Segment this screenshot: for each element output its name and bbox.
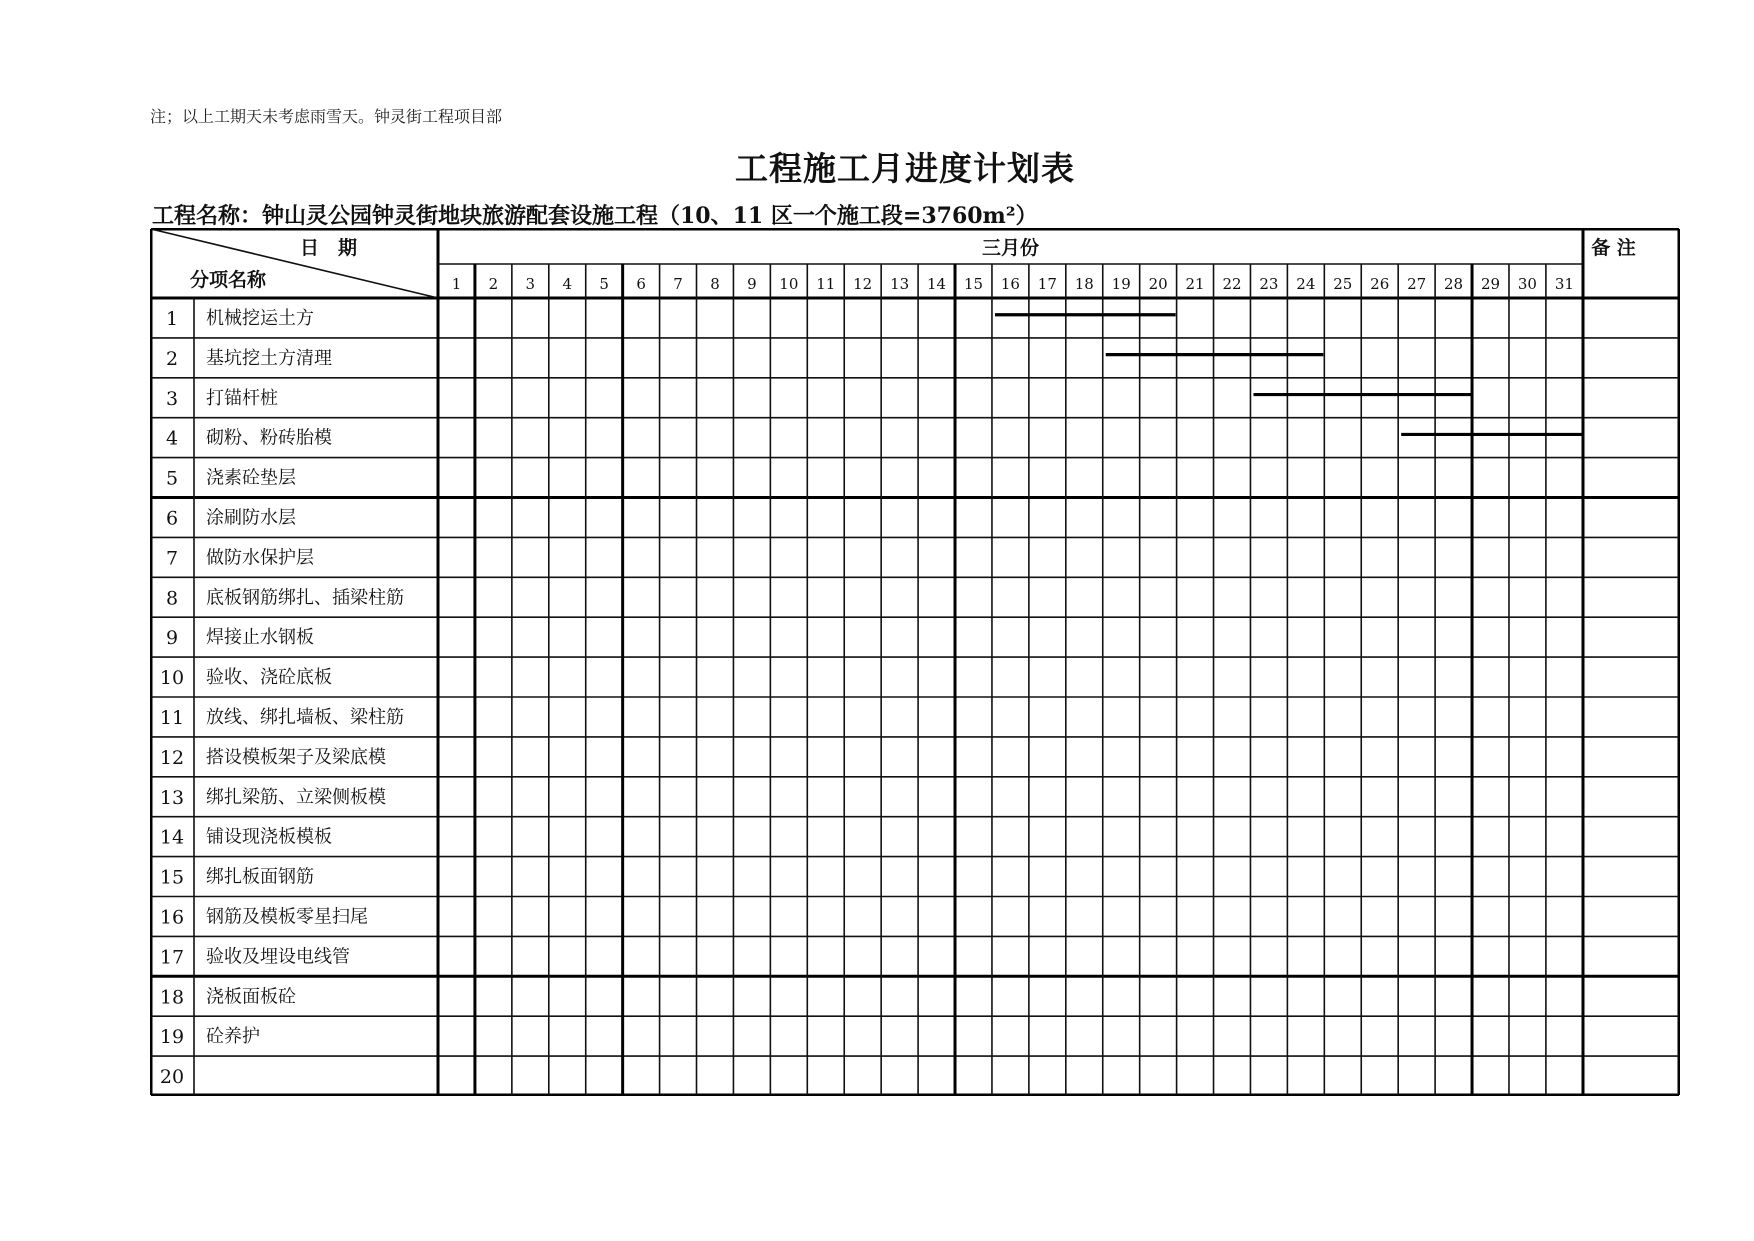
row-number: 4: [165, 427, 179, 450]
day-number: 3: [525, 275, 536, 293]
task-name: 机械挖运土方: [206, 307, 314, 329]
row-number: 17: [159, 946, 185, 969]
day-number: 6: [636, 275, 646, 293]
task-name: 绑扎梁筋、立梁侧板模: [206, 786, 386, 808]
header-item-label: 分项名称: [189, 269, 267, 291]
row-number: 3: [165, 387, 179, 410]
header-remarks-label: 备 注: [1591, 237, 1636, 259]
row-number: 9: [165, 627, 179, 650]
day-number: 30: [1517, 275, 1537, 293]
row-number: 14: [159, 826, 185, 849]
task-name: 基坑挖土方清理: [206, 347, 332, 369]
day-number: 31: [1554, 275, 1574, 293]
day-number: 26: [1370, 275, 1390, 293]
day-number: 2: [488, 275, 499, 293]
day-number: 25: [1333, 275, 1353, 293]
page-title: 工程施工月进度计划表: [735, 149, 1075, 188]
day-number: 23: [1259, 275, 1279, 293]
row-number: 1: [165, 307, 179, 330]
day-number: 21: [1185, 275, 1205, 293]
schedule-table: [150, 228, 1680, 1096]
table-text: [160, 236, 1636, 1088]
day-number: 19: [1111, 275, 1131, 293]
row-number: 11: [159, 706, 185, 729]
task-name: 砼养护: [206, 1026, 260, 1048]
task-name: 底板钢筋绑扎、插梁柱筋: [206, 587, 404, 609]
row-number: 18: [159, 986, 185, 1009]
row-number: 12: [159, 746, 185, 769]
task-name: 铺设现浇板模板: [206, 826, 332, 848]
task-name: 砌粉、粉砖胎模: [206, 427, 332, 449]
day-number: 5: [599, 275, 609, 293]
task-name: 焊接止水钢板: [206, 627, 314, 649]
day-number: 4: [562, 275, 573, 293]
day-number: 11: [816, 275, 836, 293]
day-number: 16: [1000, 275, 1020, 293]
day-number: 10: [779, 275, 799, 293]
task-name: 验收、浇砼底板: [206, 667, 332, 689]
day-number: 7: [673, 275, 683, 293]
row-number: 8: [165, 587, 179, 610]
task-name: 放线、绑扎墙板、梁柱筋: [206, 706, 404, 728]
row-number: 13: [159, 786, 185, 809]
task-name: 浇素砼垫层: [206, 467, 296, 489]
task-name: 搭设模板架子及梁底模: [206, 746, 386, 768]
day-number: 17: [1037, 275, 1057, 293]
day-number: 1: [451, 275, 462, 293]
day-number: 18: [1074, 275, 1094, 293]
day-number: 12: [853, 275, 873, 293]
day-number: 15: [963, 275, 984, 293]
row-number: 16: [159, 906, 185, 929]
day-number: 13: [890, 275, 910, 293]
day-number: 14: [927, 275, 947, 293]
day-number: 24: [1296, 275, 1316, 293]
task-name: 浇板面板砼: [206, 986, 296, 1008]
task-name: 绑扎板面钢筋: [206, 866, 314, 888]
task-name: 打锚杆桩: [206, 387, 278, 409]
day-number: 27: [1407, 275, 1427, 293]
header-date-label: 日 期: [300, 237, 358, 259]
day-number: 9: [747, 275, 757, 293]
task-name: 钢筋及模板零星扫尾: [206, 906, 368, 928]
task-name: 涂刷防水层: [206, 507, 296, 529]
project-name: 工程名称：钟山灵公园钟灵街地块旅游配套设施工程（10、11 区一个施工段=3760m²）: [152, 203, 1038, 229]
row-number: 7: [165, 547, 179, 570]
day-number: 20: [1148, 275, 1168, 293]
row-number: 5: [165, 467, 179, 490]
task-name: 做防水保护层: [206, 547, 314, 569]
row-number: 2: [165, 347, 179, 370]
gantt-bars: [995, 315, 1582, 435]
day-number: 22: [1222, 275, 1242, 293]
day-number: 8: [710, 275, 720, 293]
row-number: 6: [165, 507, 179, 530]
day-number: 29: [1480, 275, 1501, 293]
header-month-label: 三月份: [981, 237, 1040, 259]
row-number: 10: [159, 667, 185, 690]
footnote: 注；以上工期天未考虑雨雪天。钟灵街工程项目部: [150, 107, 503, 126]
task-name: 验收及埋设电线管: [206, 946, 350, 968]
day-number: 28: [1444, 275, 1464, 293]
table-grid-lines: [151, 229, 1679, 1095]
row-number: 19: [159, 1026, 185, 1049]
row-number: 20: [159, 1066, 185, 1089]
row-number: 15: [159, 866, 185, 889]
